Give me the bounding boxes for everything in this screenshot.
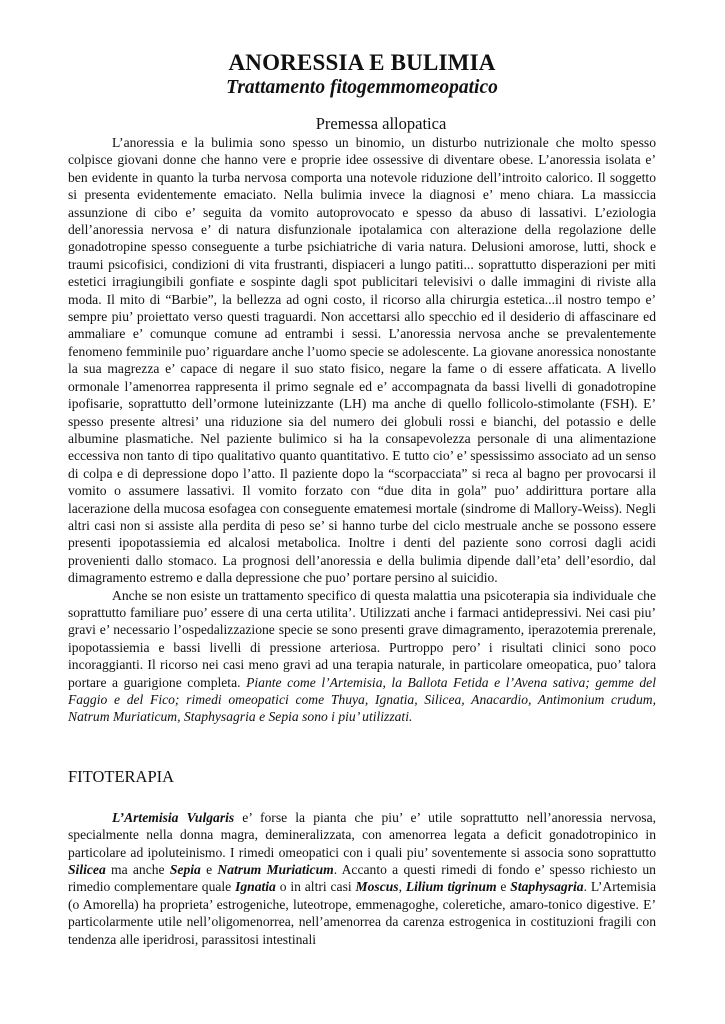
remedy-natrum-muriaticum: Natrum Muriaticum — [217, 862, 334, 878]
fitoterapia-text-6: , — [398, 879, 406, 895]
fitoterapia-text-5: o in altri casi — [275, 879, 356, 895]
premessa-paragraph-2-italic: Piante come l’Artemisia, la Ballota Fetida e l’Avena sativa; gemme del Faggio e del Fico; rimedi omeopatici come Thuya, Ignatia, Silicea, Anacardio, Antimonium crudum, Natrum Muriaticum, Staphysagria e Sepia sono i piu’ utilizzati. — [68, 674, 656, 725]
document-title: ANORESSIA E BULIMIA — [228, 50, 496, 75]
section-heading-fitoterapia: FITOTERAPIA — [68, 766, 175, 786]
section-heading-premessa: Premessa allopatica — [315, 114, 447, 133]
fitoterapia-text-8: . L’Artemisia (o Amorella) ha proprieta’ estrogeniche, luteotrope, emmenagoghe, coleretiche, amaro-tonico digestive. E’ particolarmente utile nell’oligomenorrea, nell’amenorrea da carenza estrogenica in costituzioni fragili con tendenza alle iperidrosi, parassitosi intestinali — [68, 879, 657, 947]
remedy-ignatia: Ignatia — [235, 879, 276, 895]
remedy-moscus: Moscus — [355, 879, 399, 895]
premessa-paragraph-1: L’anoressia e la bulimia sono spesso un binomio, un disturbo nutrizionale che molto spesso colpisce giovani donne che hanno vere e proprie idee ossessive di diventare obese. L’anoressia isolata e’ ben evidente in quanto la turba nervosa comporta una notevole riduzione dell’introito calorico. Il soggetto si presenta evidentemente emaciato. Nella bulimia invece la diagnosi e’ meno chiara. La massiccia assunzione di cibo e’ seguita da vomito autoprovocato e spesso da abuso di lassativi. L’eziologia dell’anoressia nervosa e’ di natura disfunzionale ipotalamica con alterazione della regolazione delle gonadotropine spesso conseguente a turbe psichiatriche di varia natura. Delusioni amorose, lutti, shock e traumi psicofisici, condizioni di vita frustranti, dispiaceri a lungo patiti... soprattutto disperazioni per miti estetici irragiungibili gonfiate e sospinte dagli spot publicitari televisivi o dalle immagini di riviste alla moda. Il mito di “Barbie”, la bellezza ad ogni costo, il ricorso alla chirurgia estetica...il nostro tempo e’ sempre piu’ proiettato verso questi traguardi. Non accettarsi allo specchio ed il desiderio di affascinare ed ammaliare e’ comunque comune ad entrambi i sessi. L’anoressia nervosa anche se prevalentemente fenomeno femminile puo’ riguardare anche l’uomo specie se adolescente. La giovane anoressica nonostante la sua magrezza e’ capace di negare il suo stato fisico, negare la fame o di essere affaticata. A livello ormonale l’amenorrea rappresenta il primo segnale ed e’ accompagnata da bassi livelli di gonadotropine ipofisarie, soprattutto dell’ormone luteinizzante (LH) ma anche di quello follicolo-stimolante (FSH). E’ spesso presente altresi’ una riduzione sia del numero dei globuli rossi e bianchi, del potassio e delle albumine plasmatiche. Nel paziente bulimico si ha la consapevolezza personale di una alimentazione eccessiva non tanto di tipo qualitativo quanto quantitativo. E tutto cio’ e’ spessissimo associato ad un senso di colpa e di depressione dopo l’atto. Il paziente dopo la “scorpacciata” si reca al bagno per provocarsi il vomito o assumere lassativi. Il vomito forzato con “due dita in gola” puo’ addirittura portare alla lacerazione della mucosa esofagea con conseguente ematemesi mortale (sindrome di Mallory-Weiss). Negli altri casi non si assiste alla perdita di peso se’ si hanno turbe del ciclo mestruale anche se possono essere presenti ipopotassiemia ed alcalosi metabolica. Inoltre i denti del paziente sono corrosi dagli acidi provenienti dallo stomaco. La prognosi dell’anoressia e della bulimia dipende dall’eta’ dell’esordio, dal dimagramento estremo e dalla depressione che puo’ portare persino al suicidio. — [68, 135, 656, 586]
remedy-staphysagria: Staphysagria — [510, 879, 584, 895]
remedy-lilium-tigrinum: Lilium tigrinum — [405, 879, 497, 895]
fitoterapia-paragraph — [68, 809, 656, 948]
premessa-paragraph-2 — [68, 587, 656, 726]
fitoterapia-text-4: . Accanto a questi rimedi di fondo e’ spesso richiesto un rimedio complementare quale — [68, 862, 656, 895]
document-page — [68, 50, 656, 948]
remedy-artemisia: L’Artemisia Vulgaris — [112, 809, 235, 825]
fitoterapia-text-1: e’ forse la pianta che piu’ e’ utile soprattutto nell’anoressia nervosa, specialmente nella donna magra, demineralizzata, con amenorrea legata a deficit gonadotropinico in particolare ad ipoluteinismo. I rimedi omeopatici con i quali piu’ soventemente si associa sono soprattutto — [68, 809, 656, 860]
premessa-paragraph-2-text: Anche se non esiste un trattamento specifico di questa malattia una psicoterapia sia individuale che soprattutto familiare puo’ essere di una certa utilita’. Utilizzati anche i farmaci antidepressivi. Nei casi piu’ gravi e’ necessario l’ospedalizzazione specie se sono presenti grave dimagramento, iperazotemia prerenale, ipopotassiemia e bassi livelli di pressione arteriosa. Purtroppo pero’ i risultati clinici sono poco incoraggianti. Il ricorso nei casi meno gravi ad una terapia naturale, in particolare omeopatica, puo’ talora portare a guarigione completa. — [68, 587, 656, 690]
fitoterapia-text-2: ma anche — [105, 862, 170, 878]
remedy-silicea: Silicea — [68, 862, 106, 878]
fitoterapia-text-7: e — [496, 879, 511, 895]
document-subtitle: Trattamento fitogemmomeopatico — [226, 77, 498, 98]
fitoterapia-text-3: e — [200, 862, 218, 878]
remedy-sepia: Sepia — [169, 862, 201, 878]
